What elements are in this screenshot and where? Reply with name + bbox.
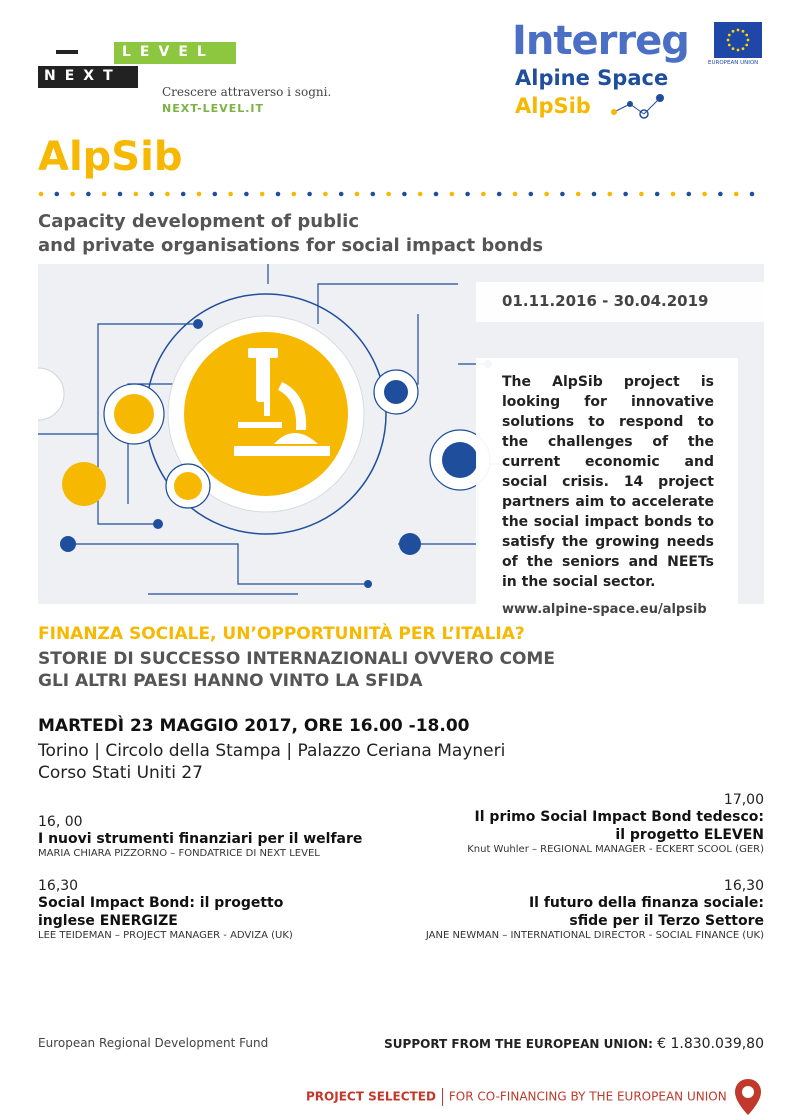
divider-dot [418, 192, 423, 197]
divider-dot [402, 192, 407, 197]
separator [442, 1088, 443, 1106]
divider-dot [718, 192, 723, 197]
divider-dot [181, 192, 186, 197]
divider-dot [671, 192, 676, 197]
project-dates: 01.11.2016 - 30.04.2019 [476, 282, 764, 322]
logo-next-text: NEXT [38, 66, 138, 88]
divider-dot [608, 192, 613, 197]
divider-dot [465, 192, 470, 197]
logo-dash [56, 50, 78, 54]
subheadline-line-2: GLI ALTRI PAESI HANNO VINTO LA SFIDA [38, 671, 423, 691]
divider-dot [228, 192, 233, 197]
program-time: 16,30 [723, 878, 764, 894]
program-title-line-2: inglese ENERGIZE [38, 913, 178, 929]
program-item-4 [384, 878, 764, 941]
eu-flag-icon [714, 22, 762, 58]
page-title: AlpSib [38, 134, 183, 180]
dotted-divider [38, 190, 764, 198]
event-date: MARTEDÌ 23 MAGGIO 2017, ORE 16.00 -18.00 [38, 716, 470, 736]
program-time: 17,00 [723, 792, 764, 808]
divider-dot [70, 192, 75, 197]
divider-dot [55, 192, 60, 197]
program-item-3 [38, 878, 398, 941]
project-selected-label: PROJECT SELECTED [306, 1089, 436, 1104]
divider-dot [386, 192, 391, 197]
divider-dot [244, 192, 249, 197]
divider-dot [118, 192, 123, 197]
divider-dot [434, 192, 439, 197]
interreg-logo-project: AlpSib [515, 94, 591, 118]
divider-dot [102, 192, 107, 197]
divider-dot [450, 192, 455, 197]
divider-dot [544, 192, 549, 197]
eu-support-amount: € 1.830.039,80 [657, 1036, 764, 1052]
project-description: The AlpSib project is looking for innovative solutions to respond to the challenges of the current economic and social crisis. 14 project partners aim to accelerate the social impact bonds to satisfy the growing needs of the seniors and NEETs in the social sector. [502, 374, 714, 590]
event-venue [38, 740, 505, 784]
divider-dot [260, 192, 265, 197]
divider-dot [560, 192, 565, 197]
eu-support [384, 1036, 764, 1052]
divider-dot [513, 192, 518, 197]
divider-dot [197, 192, 202, 197]
interreg-logo-region: Alpine Space [515, 66, 669, 90]
divider-dot [134, 192, 139, 197]
program-title-line-2: sfide per il Terzo Settore [569, 913, 764, 929]
program-speaker: Knut Wuhler – REGIONAL MANAGER - ECKERT SCOOL (GER) [467, 844, 764, 855]
divider-dot [355, 192, 360, 197]
divider-dot [734, 192, 739, 197]
divider-dot [592, 192, 597, 197]
divider-dot [213, 192, 218, 197]
event-headline: FINANZA SOCIALE, UN’OPPORTUNITÀ PER L’ITALIA? [38, 624, 525, 644]
interreg-logo-title: Interreg [512, 18, 689, 64]
divider-dot [702, 192, 707, 197]
network-dots-icon [608, 90, 668, 124]
divider-dot [39, 192, 44, 197]
divider-dot [497, 192, 502, 197]
subtitle-line-2: and private organisations for social impact bonds [38, 235, 544, 256]
venue-line-1: Torino | Circolo della Stampa | Palazzo Ceriana Mayneri [38, 741, 506, 761]
divider-dot [576, 192, 581, 197]
project-selected-banner [306, 1088, 727, 1106]
divider-dot [481, 192, 486, 197]
subheadline-line-1: STORIE DI SUCCESSO INTERNAZIONALI OVVERO COME [38, 649, 555, 669]
program-speaker: JANE NEWMAN – INTERNATIONAL DIRECTOR - SOCIAL FINANCE (UK) [425, 930, 764, 941]
subtitle-line-1: Capacity development of public [38, 211, 359, 232]
event-subheadline [38, 648, 555, 692]
divider-dot [371, 192, 376, 197]
program-item-1 [38, 814, 398, 859]
program-time: 16,30 [38, 878, 79, 894]
eu-support-label: SUPPORT FROM THE EUROPEAN UNION: [384, 1037, 653, 1051]
program-title: Social Impact Bond: il progetto [38, 895, 284, 911]
page-subtitle [38, 210, 543, 258]
divider-dot [307, 192, 312, 197]
divider-dot [639, 192, 644, 197]
divider-dot [149, 192, 154, 197]
program-title: Il primo Social Impact Bond tedesco: [474, 809, 764, 825]
divider-dot [655, 192, 660, 197]
divider-dot [339, 192, 344, 197]
divider-dot [86, 192, 91, 197]
program-title-line-2: il progetto ELEVEN [615, 827, 764, 843]
eu-label: EUROPEAN UNION [708, 60, 759, 66]
program-speaker: LEE TEIDEMAN – PROJECT MANAGER - ADVIZA (UK) [38, 930, 293, 941]
program-item-2 [384, 792, 764, 855]
divider-dot [623, 192, 628, 197]
program-title: Il futuro della finanza sociale: [528, 895, 764, 911]
fund-label: European Regional Development Fund [38, 1036, 269, 1050]
project-url-link[interactable]: www.alpine-space.eu/alpsib [502, 602, 707, 617]
program-title: I nuovi strumenti finanziari per il welfare [38, 831, 363, 847]
program-speaker: MARIA CHIARA PIZZORNO – FONDATRICE DI NEXT LEVEL [38, 848, 320, 859]
divider-dot [292, 192, 297, 197]
program-time: 16, 00 [38, 814, 83, 830]
map-pin-icon [734, 1078, 762, 1116]
cofinancing-label: FOR CO-FINANCING BY THE EUROPEAN UNION [448, 1089, 727, 1104]
logo-level-text: LEVEL [114, 42, 236, 64]
divider-dot [687, 192, 692, 197]
divider-dot [529, 192, 534, 197]
divider-dot [165, 192, 170, 197]
divider-dot [276, 192, 281, 197]
venue-line-2: Corso Stati Uniti 27 [38, 763, 203, 783]
logo-url[interactable]: NEXT-LEVEL.IT [162, 102, 264, 115]
divider-dot [323, 192, 328, 197]
divider-dot [750, 192, 755, 197]
logo-tagline: Crescere attraverso i sogni. [162, 85, 332, 99]
project-description-box [476, 358, 738, 617]
